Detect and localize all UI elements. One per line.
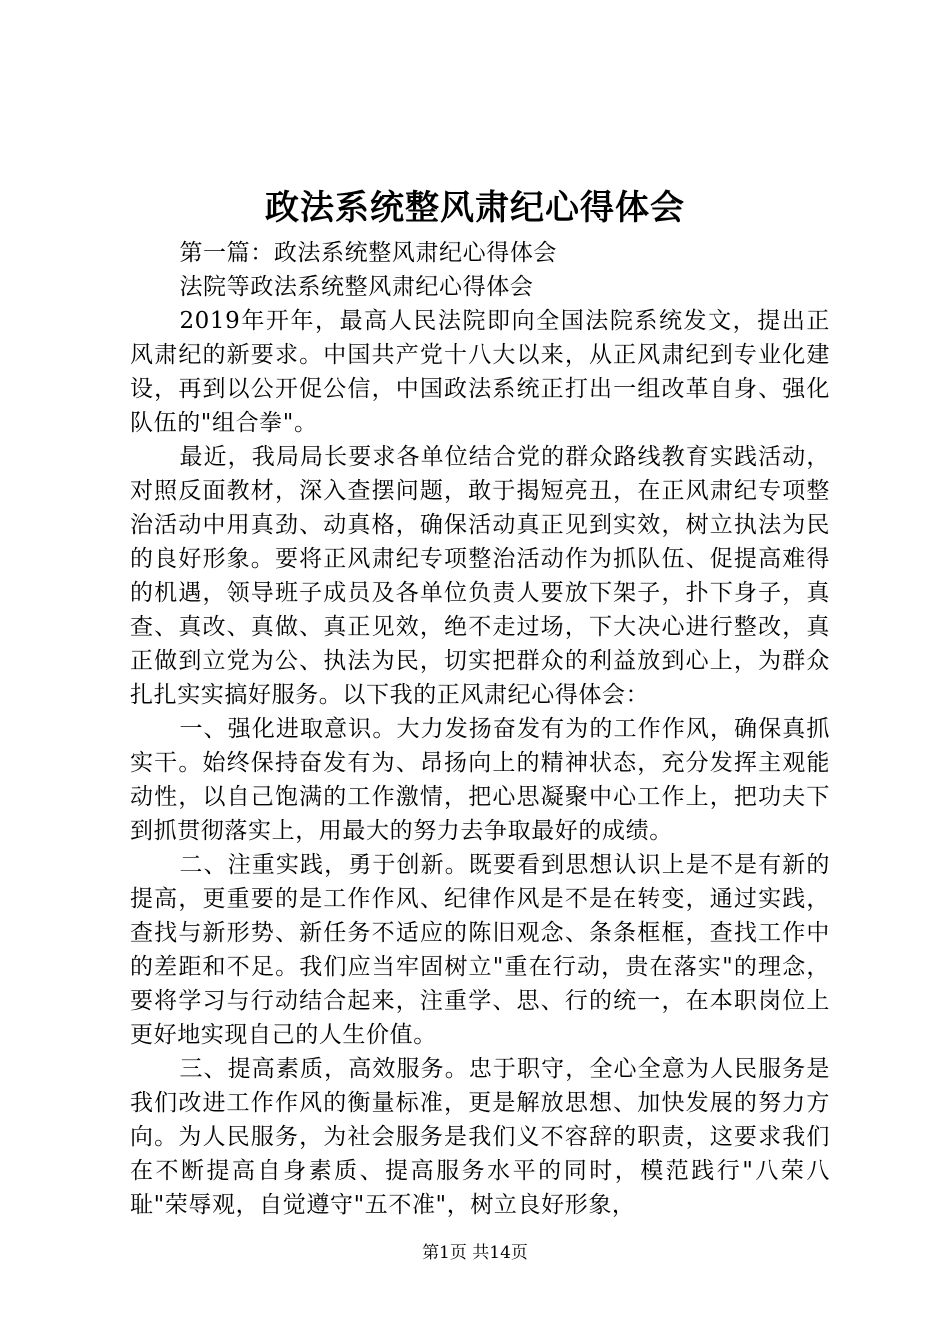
document-body xyxy=(130,236,830,1222)
body-paragraph: 2019年开年，最高人民法院即向全国法院系统发文，提出正风肃纪的新要求。中国共产党十八大以来，从正风肃纪到专业化建设，再到以公开促公信，中国政法系统正打出一组改革自身、强化队伍的"组合拳"。 xyxy=(130,308,830,436)
document-title: 政法系统整风肃纪心得体会 xyxy=(265,188,685,228)
subtitle: 法院等政法系统整风肃纪心得体会 xyxy=(179,274,534,300)
body-paragraph: 最近，我局局长要求各单位结合党的群众路线教育实践活动，对照反面教材，深入查摆问题，敢于揭短亮丑，在正风肃纪专项整治活动中用真劲、动真格，确保活动真正见到实效，树立执法为民的良好形象。要将正风肃纪专项整治活动作为抓队伍、促提高难得的机遇，领导班子成员及各单位负责人要放下架子，扑下身子，真查、真改、真做、真正见效，绝不走过场，下大决心进行整改，真正做到立党为公、执法为民，切实把群众的利益放到心上，为群众扎扎实实搞好服务。以下我的正风肃纪心得体会： xyxy=(130,444,830,708)
page-number-footer: 第1页 共14页 xyxy=(422,1243,528,1263)
section-heading: 第一篇：政法系统整风肃纪心得体会 xyxy=(179,240,558,266)
body-paragraph: 二、注重实践，勇于创新。既要看到思想认识上是不是有新的提高，更重要的是工作作风、纪律作风是不是在转变，通过实践，查找与新形势、新任务不适应的陈旧观念、条条框框，查找工作中的差距和不足。我们应当牢固树立"重在行动，贵在落实"的理念，要将学习与行动结合起来，注重学、思、行的统一，在本职岗位上更好地实现自己的人生价值。 xyxy=(130,852,830,1048)
body-paragraph: 三、提高素质，高效服务。忠于职守，全心全意为人民服务是我们改进工作作风的衡量标准，更是解放思想、加快发展的努力方向。为人民服务，为社会服务是我们义不容辞的职责，这要求我们在不断提高自身素质、提高服务水平的同时，模范践行"八荣八耻"荣辱观，自觉遵守"五不准"，树立良好形象， xyxy=(130,1056,830,1218)
body-paragraph: 一、强化进取意识。大力发扬奋发有为的工作作风，确保真抓实干。始终保持奋发有为、昂扬向上的精神状态，充分发挥主观能动性，以自己饱满的工作激情，把心思凝聚中心工作上，把功夫下到抓贯彻落实上，用最大的努力去争取最好的成绩。 xyxy=(130,716,830,844)
